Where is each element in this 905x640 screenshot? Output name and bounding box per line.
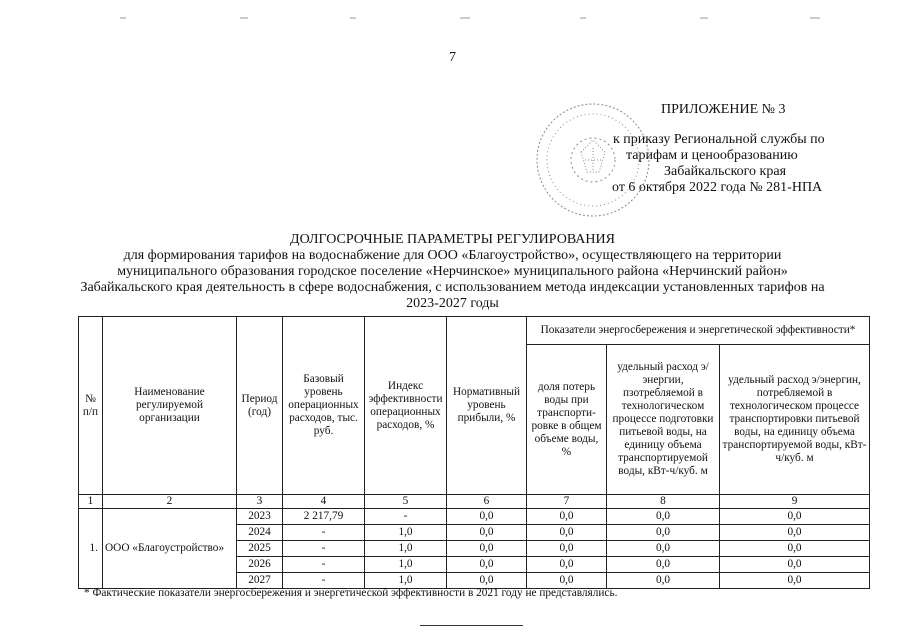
cell-trans: 0,0 [720, 541, 870, 557]
entry-number: 1. [79, 509, 103, 589]
header-profit-level: Нормативный уровень прибыли, % [447, 317, 527, 495]
subtitle-line: Забайкальского края деятельность в сфере водоснабжения, с использованием метода индексации установленных тарифов на [80, 280, 825, 295]
header-base-level: Базовый уровень операционных расходов, тыс. руб. [283, 317, 365, 495]
cell-loss: 0,0 [527, 509, 607, 525]
header-specific-energy-transport: удельный расход э/энергин, потребляемой в технологическом процессе транспортировки питьевой воды, на единицу объема транспортируемой воды, кВт-ч/куб. м [720, 345, 870, 495]
footnote: * Фактические показатели энергосбережения и энергетической эффективности в 2021 году не представлялись. [84, 587, 618, 599]
cell-index: - [365, 509, 447, 525]
cell-year: 2026 [237, 557, 283, 573]
order-line: от 6 октября 2022 года № 281-НПА [612, 180, 823, 195]
cell-index: 1,0 [365, 525, 447, 541]
cell-year: 2024 [237, 525, 283, 541]
header-specific-energy-preparation: удельный расход э/энергии, пзотребляемой в технологическом процессе подготовки питьевой воды, на единицу объема транспортируемой воды, кВт-ч/куб. м [607, 345, 720, 495]
cell-profit: 0,0 [447, 541, 527, 557]
cell-year: 2027 [237, 573, 283, 589]
cell-profit: 0,0 [447, 573, 527, 589]
cell-prep: 0,0 [607, 541, 720, 557]
header-organization: Наименование регулируемой организации [103, 317, 237, 495]
appendix-order-reference [560, 132, 860, 196]
cell-prep: 0,0 [607, 509, 720, 525]
cell-trans: 0,0 [720, 525, 870, 541]
cell-profit: 0,0 [447, 509, 527, 525]
column-number: 5 [365, 495, 447, 509]
cell-loss: 0,0 [527, 525, 607, 541]
document-heading: ДОЛГОСРОЧНЫЕ ПАРАМЕТРЫ РЕГУЛИРОВАНИЯ [290, 232, 615, 247]
cell-base: - [283, 573, 365, 589]
header-efficiency-index: Индекс эффективности операционных расходов, % [365, 317, 447, 495]
header-number: № п/п [79, 317, 103, 495]
cell-index: 1,0 [365, 541, 447, 557]
cell-profit: 0,0 [447, 557, 527, 573]
cell-loss: 0,0 [527, 557, 607, 573]
subtitle-line: муниципального образования городское поселение «Нерчинское» муниципального района «Нерчинский район» [117, 264, 788, 279]
cell-base: 2 217,79 [283, 509, 365, 525]
document-title-block [40, 232, 865, 312]
cell-year: 2023 [237, 509, 283, 525]
column-number: 2 [103, 495, 237, 509]
table-row [79, 509, 870, 525]
column-number: 8 [607, 495, 720, 509]
subtitle-line: 2023-2027 годы [406, 296, 499, 311]
order-line: Забайкальского края [664, 164, 787, 179]
appendix-title: ПРИЛОЖЕНИЕ № 3 [661, 102, 786, 117]
cell-trans: 0,0 [720, 509, 870, 525]
cell-profit: 0,0 [447, 525, 527, 541]
column-number: 1 [79, 495, 103, 509]
cell-index: 1,0 [365, 573, 447, 589]
header-period: Период (год) [237, 317, 283, 495]
order-line: к приказу Региональной службы по [613, 132, 825, 147]
cell-trans: 0,0 [720, 557, 870, 573]
column-number: 3 [237, 495, 283, 509]
cell-prep: 0,0 [607, 573, 720, 589]
cell-loss: 0,0 [527, 573, 607, 589]
cell-prep: 0,0 [607, 557, 720, 573]
cell-index: 1,0 [365, 557, 447, 573]
regulation-parameters-table [78, 316, 870, 589]
header-water-loss: доля потерь воды при транспорти-ровке в общем объеме воды, % [527, 345, 607, 495]
order-line: тарифам и ценообразованию [626, 148, 798, 163]
column-number: 4 [283, 495, 365, 509]
cell-base: - [283, 557, 365, 573]
column-number: 6 [447, 495, 527, 509]
subtitle-line: для формирования тарифов на водоснабжение для ООО «Благоустройство», осуществляющего на территории [123, 248, 782, 263]
scan-top-marks [120, 16, 820, 20]
page-number: 7 [449, 50, 456, 65]
organization-name: ООО «Благоустройство» [103, 509, 237, 589]
column-number: 9 [720, 495, 870, 509]
cell-trans: 0,0 [720, 573, 870, 589]
cell-year: 2025 [237, 541, 283, 557]
cell-base: - [283, 541, 365, 557]
cell-loss: 0,0 [527, 541, 607, 557]
header-energy-group: Показатели энергосбережения и энергетической эффективности* [527, 317, 870, 345]
column-number: 7 [527, 495, 607, 509]
cell-base: - [283, 525, 365, 541]
bottom-rule [420, 625, 523, 626]
cell-prep: 0,0 [607, 525, 720, 541]
